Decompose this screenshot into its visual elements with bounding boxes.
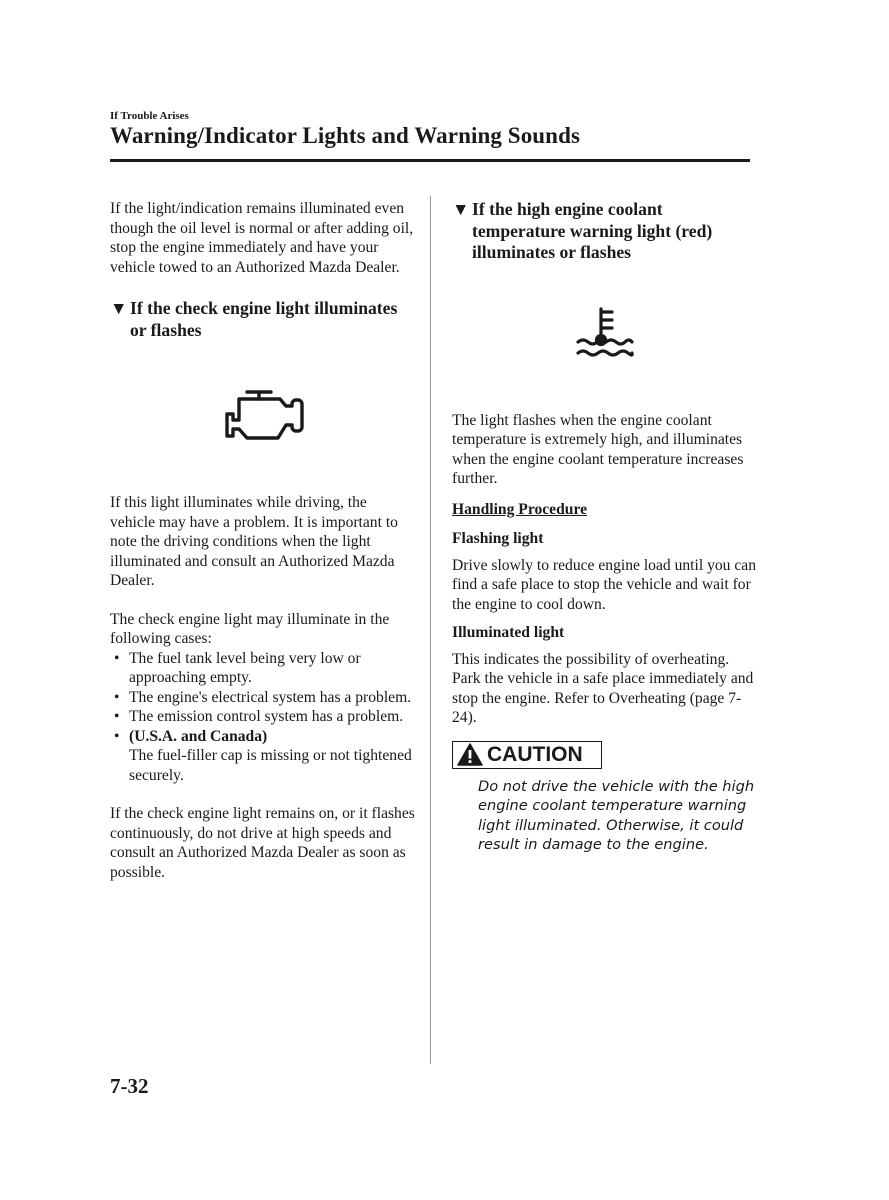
check-engine-paragraph-1: If this light illuminates while driving, the vehicle may have a problem. It is important to note the driving conditions when the light illuminated and consult an Authorized Mazda Dealer. <box>110 494 398 589</box>
check-engine-paragraph-2: The check engine light may illuminate in the following cases: <box>110 610 390 647</box>
left-column <box>110 199 415 882</box>
column-divider <box>430 196 431 1064</box>
illuminated-light-title: Illuminated light <box>452 624 565 641</box>
flashing-light-text: Drive slowly to reduce engine load until you can find a safe place to stop the vehicle and wait for the engine to cool down. <box>452 556 756 613</box>
list-item-text: The fuel-filler cap is missing or not tightened securely. <box>129 747 412 784</box>
list-item-text: The engine's electrical system has a problem. <box>129 688 412 706</box>
right-column <box>452 199 757 855</box>
section-label: If Trouble Arises <box>110 110 189 122</box>
illuminated-light-text: This indicates the possibility of overheating. Park the vehicle in a safe place immediately and stop the engine. Refer to Overheating (page 7-24). <box>452 650 754 726</box>
list-item <box>110 688 415 708</box>
list-item <box>110 707 415 727</box>
bullet-mark: • <box>114 708 120 725</box>
coolant-heading <box>452 199 757 264</box>
check-engine-icon <box>110 389 415 449</box>
coolant-temperature-icon <box>452 306 757 366</box>
caution-block <box>452 741 757 855</box>
list-item <box>110 727 415 786</box>
check-engine-cases-list <box>110 649 415 786</box>
handling-procedure-title: Handling Procedure <box>452 500 588 518</box>
caution-text: Do not drive the vehicle with the high engine coolant temperature warning light illuminated. Otherwise, it could result in damage to the engine. <box>478 777 755 853</box>
intro-paragraph: If the light/indication remains illuminated even though the oil level is normal or after adding oil, stop the engine immediately and have your vehicle towed to an Authorized Mazda Dealer. <box>110 200 414 276</box>
check-engine-heading <box>110 298 415 341</box>
check-engine-heading-text: If the check engine light illuminates or flashes <box>130 298 398 340</box>
triangle-marker: ▼ <box>452 199 470 219</box>
flashing-light-title: Flashing light <box>452 530 544 547</box>
triangle-marker: ▼ <box>110 298 128 318</box>
bullet-mark: • <box>114 688 120 706</box>
title-rule <box>110 159 750 162</box>
coolant-heading-text: If the high engine coolant temperature warning light (red) illuminates or flashes <box>472 199 713 262</box>
warning-triangle-icon <box>457 743 483 766</box>
bullet-mark: • <box>114 727 120 745</box>
page-title: Warning/Indicator Lights and Warning Sounds <box>110 123 581 148</box>
list-item-text: The fuel tank level being very low or approaching empty. <box>129 649 361 686</box>
page-number: 7-32 <box>110 1074 149 1098</box>
list-item-bold: (U.S.A. and Canada) <box>129 727 268 745</box>
check-engine-paragraph-3: If the check engine light remains on, or it flashes continuously, do not drive at high speeds and consult an Authorized Mazda Dealer as soon as possible. <box>110 805 415 881</box>
bullet-mark: • <box>114 649 120 667</box>
list-item <box>110 649 415 688</box>
caution-badge <box>452 741 602 769</box>
list-item-text: The emission control system has a problem. <box>129 708 404 725</box>
coolant-paragraph-1: The light flashes when the engine coolant temperature is extremely high, and illuminates when the engine coolant temperature increases further. <box>452 411 744 487</box>
caution-label: CAUTION <box>487 742 583 766</box>
